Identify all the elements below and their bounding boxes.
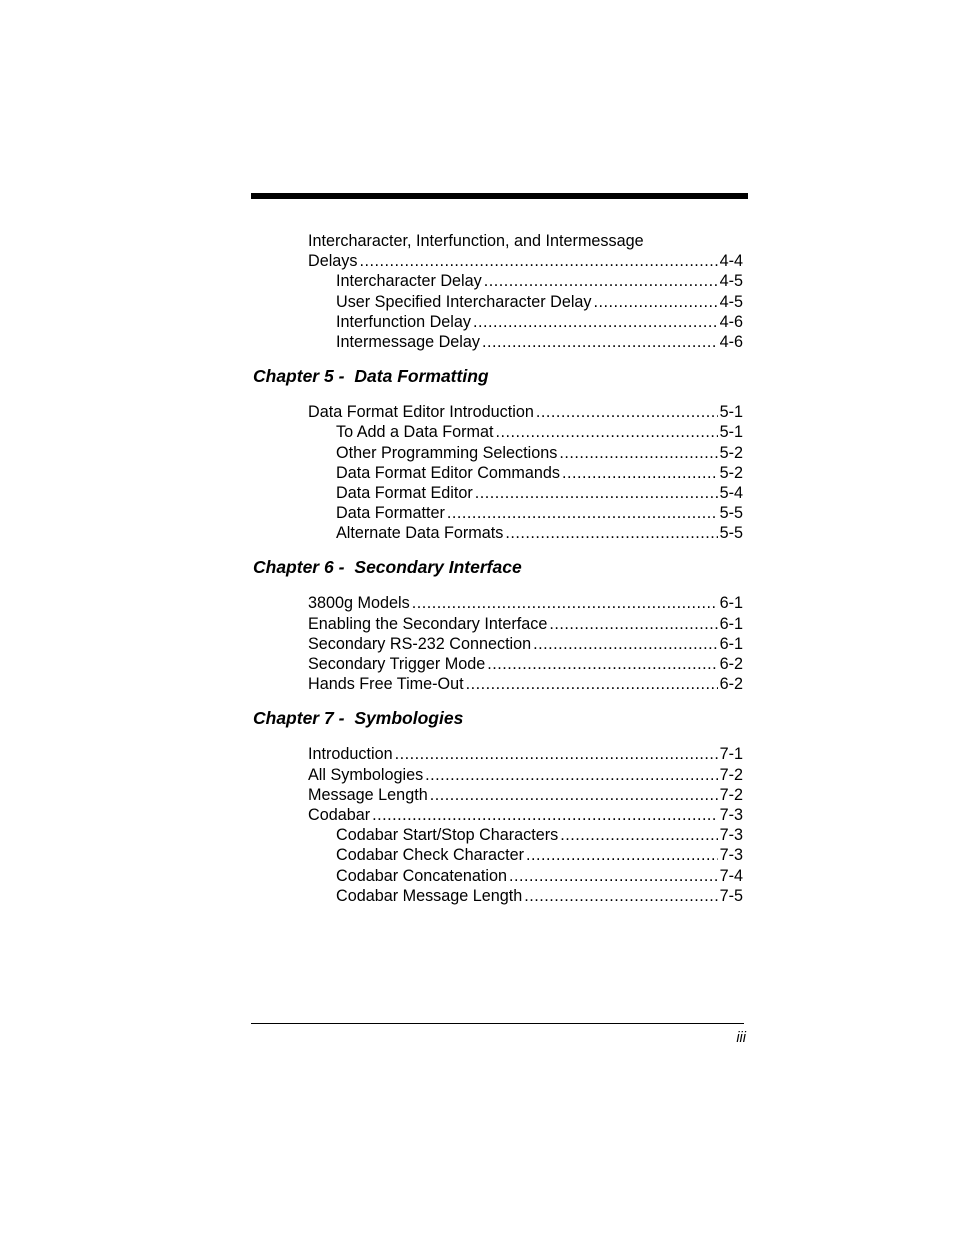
dot-leader <box>559 443 717 463</box>
chapter-heading-5[interactable] <box>253 365 743 387</box>
toc-entry-title: 3800g Models <box>308 594 410 613</box>
bottom-rule <box>251 1023 744 1024</box>
toc-entry[interactable] <box>253 805 743 825</box>
top-rule <box>251 193 748 199</box>
toc-entry[interactable] <box>253 825 743 845</box>
toc-entry-page: 7-2 <box>719 785 743 804</box>
toc-entry-page: 4-6 <box>719 332 743 351</box>
toc-entry[interactable] <box>253 332 743 352</box>
toc-entry[interactable] <box>253 765 743 785</box>
toc-entry-title: Message Length <box>308 785 428 804</box>
chapter-label: Chapter 5 - <box>253 366 345 387</box>
toc-entry[interactable] <box>253 503 743 523</box>
dot-leader <box>549 614 717 634</box>
toc-entry-page: 7-3 <box>719 826 743 845</box>
toc-entry[interactable] <box>253 271 743 291</box>
chapter-label: Chapter 7 - <box>253 708 345 729</box>
toc-entry[interactable] <box>253 744 743 764</box>
toc-entry-page: 4-5 <box>719 292 743 311</box>
toc-entry-title: To Add a Data Format <box>336 423 494 442</box>
toc-entry-title: Alternate Data Formats <box>336 524 504 543</box>
dot-leader <box>412 593 718 613</box>
toc-entry-page: 5-5 <box>719 504 743 523</box>
dot-leader <box>430 785 718 805</box>
dot-leader <box>473 312 718 332</box>
toc-entry[interactable] <box>253 443 743 463</box>
toc-entry-page: 7-3 <box>719 846 743 865</box>
toc-entry[interactable] <box>253 886 743 906</box>
dot-leader <box>372 805 717 825</box>
toc-entry[interactable] <box>253 674 743 694</box>
toc-entry[interactable] <box>253 463 743 483</box>
toc-entry[interactable] <box>253 523 743 543</box>
toc-entry-page: 6-2 <box>719 655 743 673</box>
toc-entry-page: 5-2 <box>719 463 743 482</box>
toc-entry-page: 6-1 <box>719 594 743 613</box>
toc-entry-page: 7-1 <box>719 745 743 764</box>
dot-leader <box>560 825 717 845</box>
toc-entry[interactable] <box>253 422 743 442</box>
toc-entry-page: 7-2 <box>719 765 743 784</box>
toc-entry-title: Data Format Editor Commands <box>336 463 561 482</box>
dot-leader <box>594 292 718 312</box>
toc-entry-page: 5-2 <box>719 443 743 462</box>
dot-leader <box>495 422 717 442</box>
toc-entry[interactable] <box>253 593 743 613</box>
toc-entry-title: Codabar Message Length <box>336 886 523 905</box>
dot-leader <box>487 654 717 674</box>
toc-entry-page: 5-1 <box>719 403 743 422</box>
dot-leader <box>536 402 718 422</box>
toc-entry-title: Codabar <box>308 805 371 824</box>
toc-entry[interactable] <box>253 785 743 805</box>
toc-entry-page: 6-1 <box>719 634 743 653</box>
toc-entry-title: Secondary RS-232 Connection <box>308 634 532 653</box>
dot-leader <box>466 674 718 694</box>
toc-entry-page: 6-2 <box>719 675 743 694</box>
toc-wrapped-heading: Intercharacter, Interfunction, and Intermessage <box>308 232 644 250</box>
toc-entry-title: All Symbologies <box>308 765 424 784</box>
toc-entry-title: Secondary Trigger Mode <box>308 655 486 673</box>
chapter-title: Secondary Interface <box>354 557 522 578</box>
toc-entry-title: Intermessage Delay <box>336 332 480 351</box>
dot-leader <box>505 523 717 543</box>
toc-entry-title: Delays <box>308 252 358 271</box>
toc-entry[interactable] <box>253 845 743 865</box>
toc-entry-page: 7-3 <box>719 805 743 824</box>
dot-leader <box>509 866 718 886</box>
chapter-heading-6[interactable] <box>253 556 743 578</box>
dot-leader <box>395 744 718 764</box>
toc-entry[interactable] <box>253 312 743 332</box>
toc-entry-title: Hands Free Time-Out <box>308 675 464 694</box>
toc-entry-title: Codabar Start/Stop Characters <box>336 826 559 845</box>
toc-entry-title: Data Formatter <box>336 504 445 523</box>
page-number: iii <box>736 1030 746 1046</box>
dot-leader <box>533 634 717 654</box>
table-of-contents <box>253 231 743 906</box>
toc-entry[interactable] <box>253 251 743 271</box>
toc-entry-title: User Specified Intercharacter Delay <box>336 292 592 311</box>
toc-entry-title: Interfunction Delay <box>336 312 471 331</box>
toc-entry[interactable] <box>253 634 743 654</box>
toc-entry-title: Data Format Editor Introduction <box>308 403 534 422</box>
toc-entry-page: 4-4 <box>719 252 743 271</box>
toc-entry-page: 5-5 <box>719 524 743 543</box>
chapter-label: Chapter 6 - <box>253 557 345 578</box>
toc-entry-page: 5-1 <box>719 423 743 442</box>
chapter-title: Symbologies <box>354 708 464 729</box>
dot-leader <box>526 845 718 865</box>
toc-entry-title: Codabar Check Character <box>336 846 525 865</box>
dot-leader <box>562 463 718 483</box>
toc-entry-title: Codabar Concatenation <box>336 866 507 885</box>
toc-entry-page: 5-4 <box>719 483 743 502</box>
chapter-heading-7[interactable] <box>253 707 743 729</box>
toc-entry-title: Data Format Editor <box>336 483 473 502</box>
toc-entry[interactable] <box>253 654 743 674</box>
toc-entry[interactable] <box>253 866 743 886</box>
toc-entry[interactable] <box>253 483 743 503</box>
toc-entry-page: 6-1 <box>719 614 743 633</box>
toc-entry[interactable] <box>253 614 743 634</box>
dot-leader <box>524 886 717 906</box>
dot-leader <box>475 483 718 503</box>
toc-entry[interactable] <box>253 292 743 312</box>
dot-leader <box>447 503 718 523</box>
toc-entry-page: 4-6 <box>719 312 743 331</box>
toc-entry-title: Introduction <box>308 745 393 764</box>
dot-leader <box>425 765 717 785</box>
toc-entry-title: Other Programming Selections <box>336 443 558 462</box>
toc-entry-page: 4-5 <box>719 272 743 291</box>
dot-leader <box>359 251 717 271</box>
toc-entry-page: 7-5 <box>719 886 743 905</box>
dot-leader <box>482 332 718 352</box>
toc-entry-title: Enabling the Secondary Interface <box>308 614 548 633</box>
dot-leader <box>484 271 718 291</box>
toc-entry-page: 7-4 <box>719 866 743 885</box>
toc-entry[interactable] <box>253 402 743 422</box>
toc-entry-title: Intercharacter Delay <box>336 272 482 291</box>
chapter-title: Data Formatting <box>354 366 489 387</box>
